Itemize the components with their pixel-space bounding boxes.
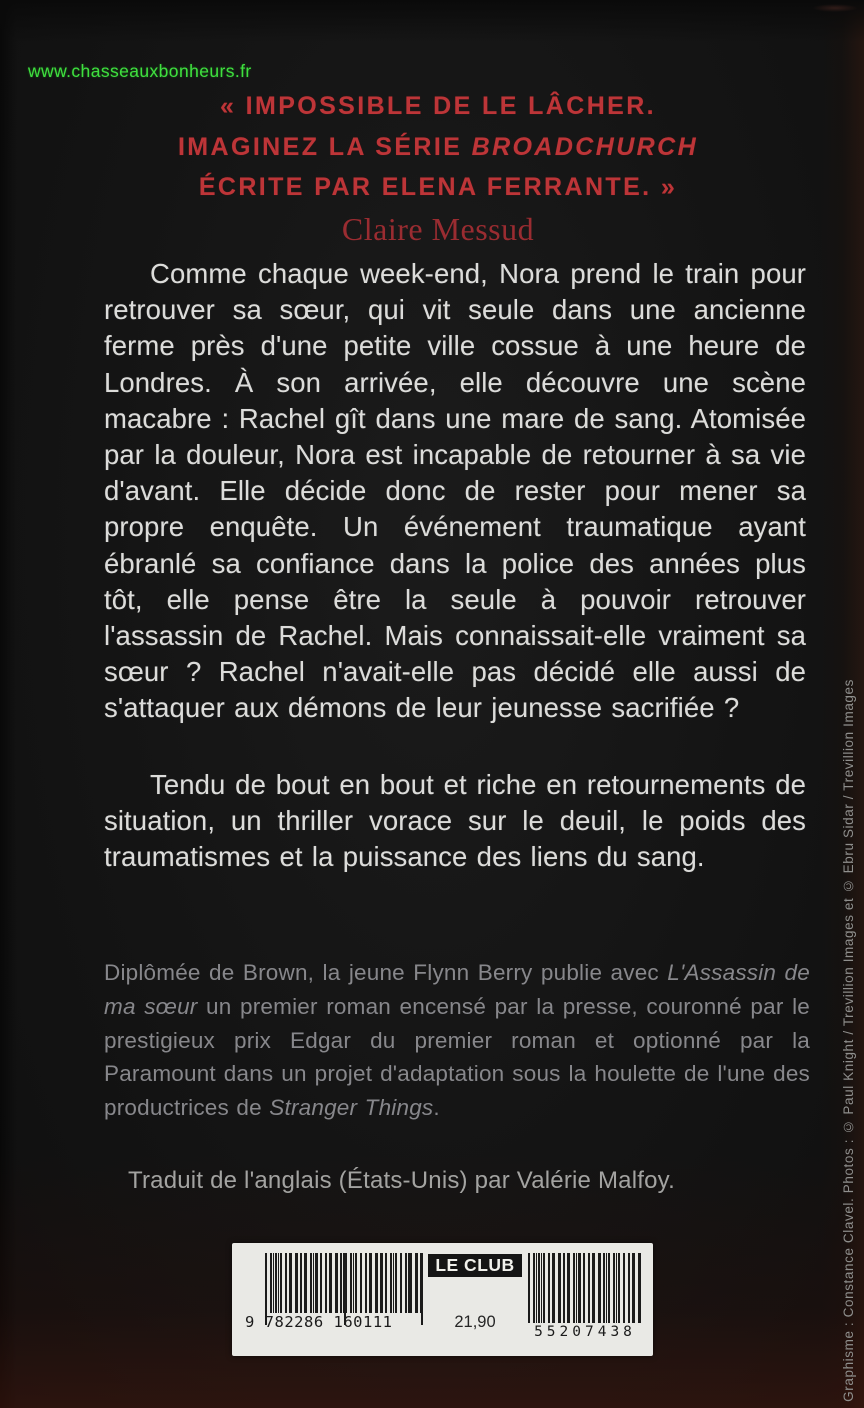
quote-line-1: « IMPOSSIBLE DE LE LÂCHER. xyxy=(219,92,657,120)
website-url: www.chasseauxbonheurs.fr xyxy=(28,61,252,81)
price-barcode-label xyxy=(232,1243,653,1356)
quote-line-2: IMAGINEZ LA SÉRIE BROADCHURCH xyxy=(177,132,699,161)
synopsis-paragraph-1: Comme chaque week-end, Nora prend le train pour retrouver sa sœur, qui vit seule dans une ancienne ferme près d'une petite ville cossue à une heure de Londres. À son arrivée, elle découvre une scène macabre : Rachel gît dans une mare de sang. Atomisée par la douleur, Nora est incapable de retourner à sa vie d'avant. Elle décide donc de rester pour mener sa propre enquête. Un événement traumatique ayant ébranlé sa confiance dans la police des années plus tôt, elle pense être la seule à pouvoir retrouver l'assassin de Rachel. Mais connaissait-elle vraiment sa sœur ? Rachel n'avait-elle pas décidé elle aussi de s'attaquer aux démons de leur jeunesse sacrifiée ? xyxy=(104,258,806,724)
review-quote xyxy=(60,86,816,248)
club-barcode-bars xyxy=(528,1253,642,1323)
photo-credits-vertical: Graphisme : Constance Clavel. Photos : © Paul Knight / Trevillion Images et © Ebru Sidar / Trevillion Images xyxy=(841,679,856,1402)
synopsis-paragraph-2: Tendu de bout en bout et riche en retournements de situation, un thriller vorace sur le deuil, le poids des traumatismes et la puissance des liens du sang. xyxy=(104,768,806,873)
quote-attribution: Claire Messud xyxy=(341,210,535,247)
synopsis xyxy=(104,256,806,875)
cover-edge-reflection xyxy=(812,4,858,12)
isbn-barcode xyxy=(245,1253,425,1345)
translation-credit: Traduit de l'anglais (États-Unis) par Valérie Malfoy. xyxy=(128,1167,675,1194)
club-logo: LE CLUB xyxy=(428,1254,522,1277)
isbn-number: 9 782286 160111 xyxy=(245,1313,393,1331)
club-barcode xyxy=(528,1253,642,1345)
quote-line-3: ÉCRITE PAR ELENA FERRANTE. » xyxy=(198,173,678,201)
club-code: 55207438 xyxy=(534,1324,636,1340)
price-value: 21,90 xyxy=(454,1313,496,1331)
author-bio: Diplômée de Brown, la jeune Flynn Berry publie avec L'Assassin de ma sœur un premier roman encensé par la presse, couronné par le prestigieux prix Edgar du premier roman et optionné par la Paramount dans un projet d'adaptation sous la houlette de l'une des productrices de Stranger Things. xyxy=(104,960,810,1121)
